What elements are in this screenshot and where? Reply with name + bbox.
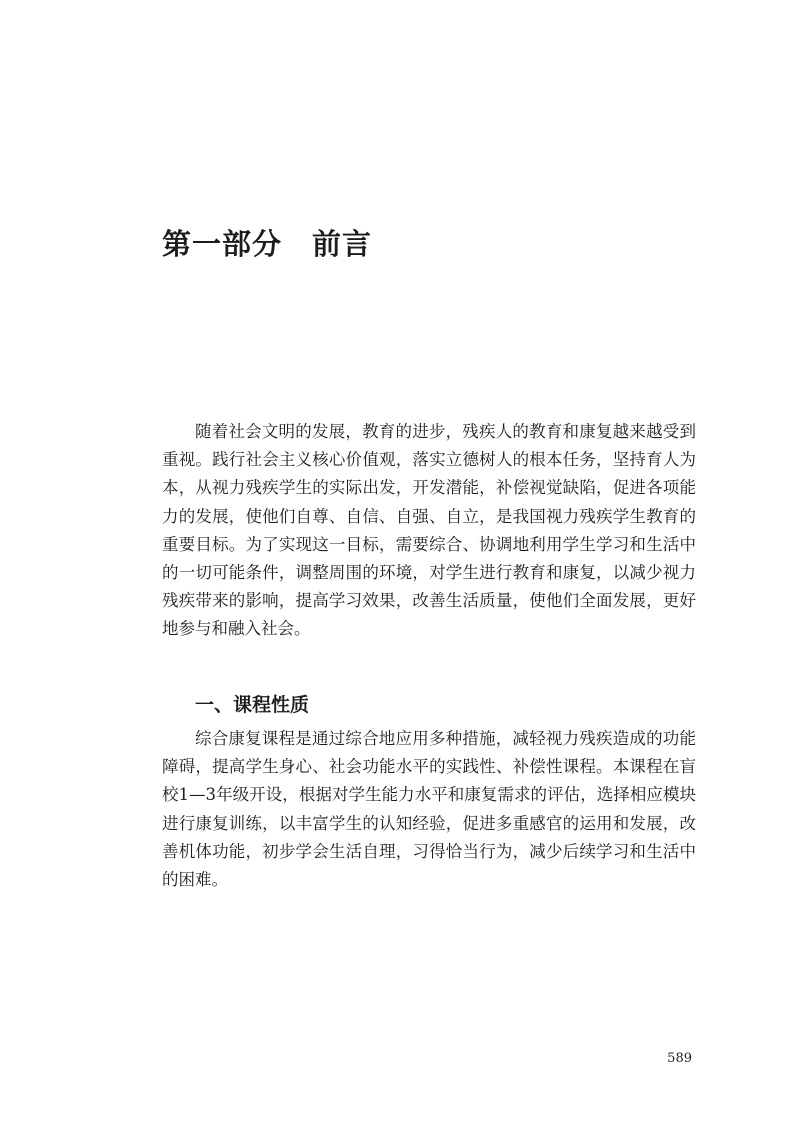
section-paragraph: 综合康复课程是通过综合地应用多种措施，减轻视力残疾造成的功能障碍，提高学生身心、社会功能水平的实践性、补偿性课程。本课程在盲校1—3年级开设，根据对学生能力水平和康复需求的评估，选择相应模块进行康复训练，以丰富学生的认知经验，促进多重感官的运用和发展，改善机体功能，初步学会生活自理，习得恰当行为，减少后续学习和生活中的困难。 xyxy=(162,729,696,890)
section-heading: 一、课程性质 xyxy=(195,694,310,716)
part-title: 第一部分 前言 xyxy=(162,227,373,261)
page-number: 589 xyxy=(667,1051,692,1066)
intro-paragraph: 随着社会文明的发展，教育的进步，残疾人的教育和康复越来越受到重视。践行社会主义核心价值观，落实立德树人的根本任务，坚持育人为本，从视力残疾学生的实际出发，开发潜能，补偿视觉缺陷，促进各项能力的发展，使他们自尊、自信、自强、自立，是我国视力残疾学生教育的重要目标。为了实现这一目标，需要综合、协调地利用学生学习和生活中的一切可能条件，调整周围的环境，对学生进行教育和康复，以减少视力残疾带来的影响，提高学习效果，改善生活质量，使他们全面发展，更好地参与和融入社会。 xyxy=(162,422,696,639)
